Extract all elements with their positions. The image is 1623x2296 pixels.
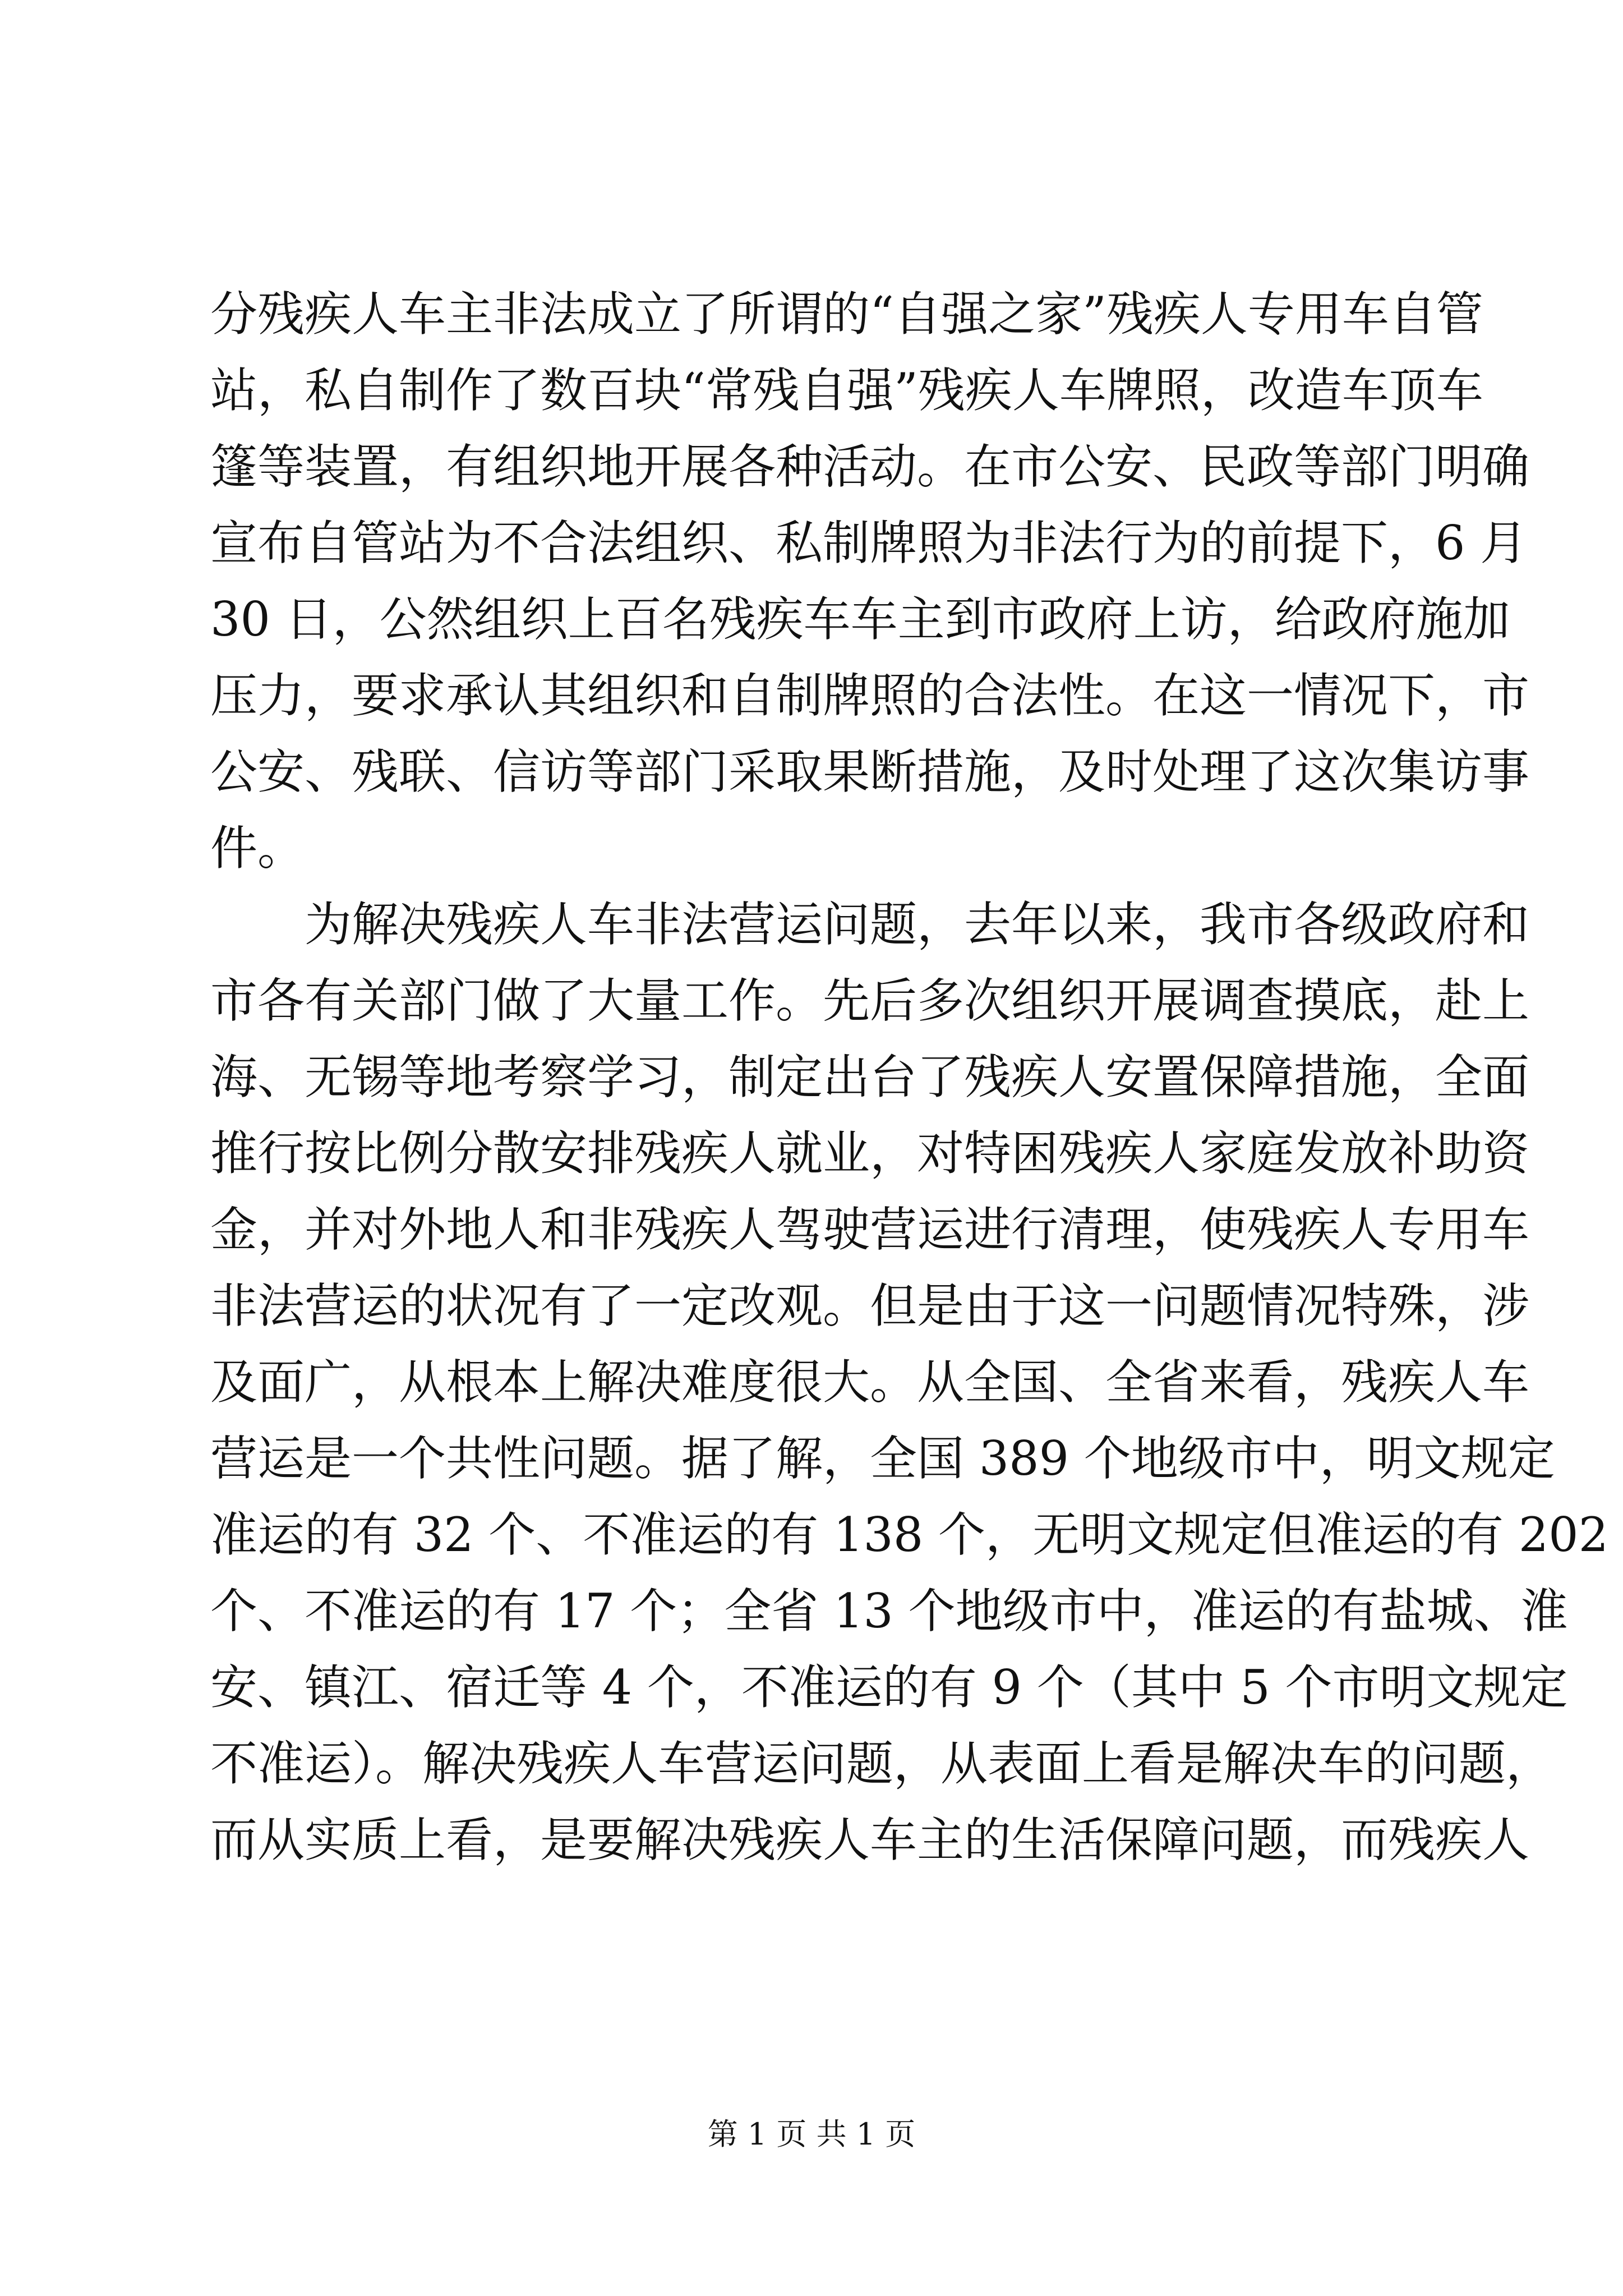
text-line: 海、无锡等地考察学习，制定出台了残疾人安置保障措施，全面 [210, 1050, 1530, 1105]
text-line: 安、镇江、宿迁等 4 个，不准运的有 9 个（其中 5 个市明文规定 [210, 1660, 1568, 1715]
text-line: 宣布自管站为不合法组织、私制牌照为非法行为的前提下，6 月 [210, 516, 1528, 570]
text-line: 个、不准运的有 17 个；全省 13 个地级市中，准运的有盐城、淮 [210, 1584, 1568, 1639]
text-line: 不准运）。解决残疾人车营运问题，从表面上看是解决车的问题， [210, 1736, 1553, 1791]
text-line: 压力，要求承认其组织和自制牌照的合法性。在这一情况下，市 [210, 668, 1530, 723]
text-line: 而从实质上看，是要解决残疾人车主的生活保障问题，而残疾人 [210, 1812, 1530, 1867]
text-line: 营运是一个共性问题。据了解，全国 389 个地级市中，明文规定 [210, 1431, 1555, 1486]
page-number-label: 第 1 页 共 1 页 [707, 2116, 916, 2152]
text-line: 准运的有 32 个、不准运的有 138 个，无明文规定但准运的有 202 [210, 1507, 1609, 1562]
text-line: 及面广，从根本上解决难度很大。从全国、全省来看，残疾人车 [210, 1355, 1530, 1410]
text-line: 篷等装置，有组织地开展各种活动。在市公安、民政等部门明确 [210, 439, 1530, 494]
text-line: 30 日，公然组织上百名残疾车车主到市政府上访，给政府施加 [210, 592, 1510, 647]
text-line: 站，私自制作了数百块“常残自强”残疾人车牌照，改造车顶车 [210, 363, 1483, 418]
text-line: 件。 [210, 821, 305, 876]
page-footer [0, 2115, 1623, 2154]
text-line: 推行按比例分散安排残疾人就业，对特困残疾人家庭发放补助资 [210, 1126, 1530, 1181]
paragraph-1 [210, 276, 1530, 886]
paragraph-2 [210, 886, 1609, 1878]
body-text [210, 276, 1609, 1878]
text-line: 市各有关部门做了大量工作。先后多次组织开展调查摸底，赴上 [210, 973, 1530, 1028]
text-line: 公安、残联、信访等部门采取果断措施，及时处理了这次集访事 [210, 744, 1530, 799]
text-line: 分残疾人车主非法成立了所谓的“自强之家”残疾人专用车自管 [210, 287, 1483, 342]
text-line: 为解决残疾人车非法营运问题，去年以来，我市各级政府和 [305, 897, 1530, 952]
text-line: 金，并对外地人和非残疾人驾驶营运进行清理，使残疾人专用车 [210, 1202, 1530, 1257]
text-line: 非法营运的状况有了一定改观。但是由于这一问题情况特殊，涉 [210, 1278, 1530, 1333]
